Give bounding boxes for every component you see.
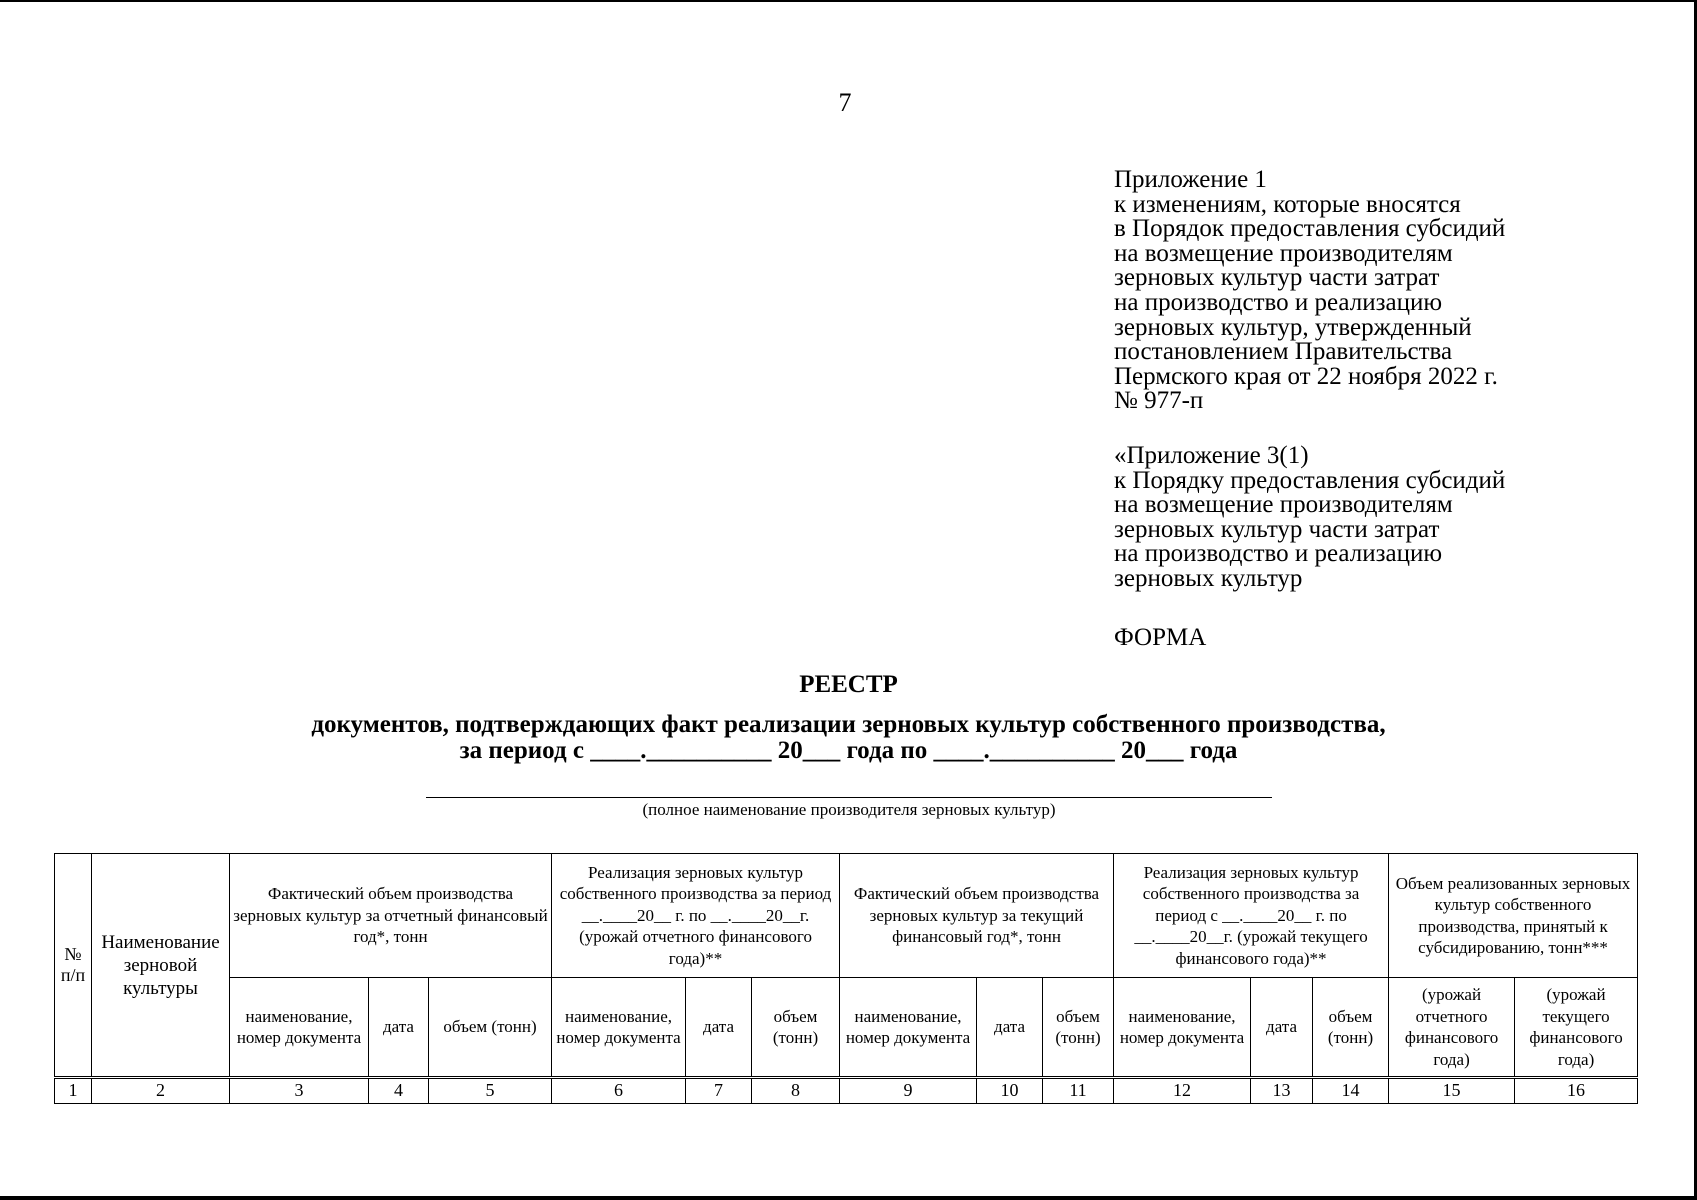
appendix-1-line: Приложение 1 xyxy=(1114,166,1267,193)
page-number: 7 xyxy=(838,88,852,117)
document-subtitle xyxy=(0,712,1697,764)
subheader-cell: объем (тонн) xyxy=(429,978,552,1078)
forma-label: ФОРМА xyxy=(1114,624,1207,651)
subheader-cell: дата xyxy=(977,978,1043,1078)
appendix-1-line: зерновых культур части затрат xyxy=(1114,264,1440,292)
producer-name-blank-line xyxy=(426,797,1272,798)
column-number-cell: 3 xyxy=(230,1078,369,1104)
header-row-number: № п/п xyxy=(55,854,92,1078)
subheader-cell: объем (тонн) xyxy=(1313,978,1389,1078)
header-group-accepted-volume: Объем реализованных зерновых культур собственного производства, принятый к субсидированию, тонн*** xyxy=(1389,854,1638,978)
appendix-1-line: к изменениям, которые вносятся xyxy=(1114,190,1461,218)
header-group-production-current-year: Фактический объем производства зерновых культур за текущий финансовый год*, тонн xyxy=(840,854,1114,978)
appendix-2-line: «Приложение 3(1) xyxy=(1114,442,1309,469)
subheader-cell: наименование, номер документа xyxy=(230,978,369,1078)
column-number-cell: 15 xyxy=(1389,1078,1515,1104)
column-number-cell: 1 xyxy=(55,1078,92,1104)
subheader-cell: дата xyxy=(1251,978,1313,1078)
appendix-1-block xyxy=(1114,168,1505,414)
column-number-cell: 5 xyxy=(429,1078,552,1104)
column-number-cell: 7 xyxy=(686,1078,752,1104)
subheader-cell: объем (тонн) xyxy=(1043,978,1114,1078)
appendix-1-line: на производство и реализацию xyxy=(1114,288,1443,316)
subheader-cell: наименование, номер документа xyxy=(1114,978,1251,1078)
subheader-cell: дата xyxy=(369,978,429,1078)
appendix-1-line: в Порядок предоставления субсидий xyxy=(1114,215,1506,243)
column-number-cell: 10 xyxy=(977,1078,1043,1104)
header-group-sales-current-year: Реализация зерновых культур собственного производства за период с __.____20__ г. по __.____20__г. (урожай текущего финансового года)** xyxy=(1114,854,1389,978)
column-number-cell: 13 xyxy=(1251,1078,1313,1104)
column-number-cell: 11 xyxy=(1043,1078,1114,1104)
header-group-production-reporting-year: Фактический объем производства зерновых культур за отчетный финансовый год*, тонн xyxy=(230,854,552,978)
column-number-cell: 4 xyxy=(369,1078,429,1104)
scan-edge-bottom xyxy=(0,1196,1697,1200)
appendix-2-line: к Порядку предоставления субсидий xyxy=(1114,466,1506,494)
subheader-cell: наименование, номер документа xyxy=(840,978,977,1078)
column-number-cell: 12 xyxy=(1114,1078,1251,1104)
table-header-row xyxy=(55,854,1638,978)
appendix-1-line: постановлением Правительства xyxy=(1114,338,1453,366)
column-number-cell: 2 xyxy=(92,1078,230,1104)
appendix-2-line: на возмещение производителям xyxy=(1114,491,1453,519)
document-title: РЕЕСТР xyxy=(799,671,898,698)
appendix-1-line: на возмещение производителям xyxy=(1114,239,1453,267)
subheader-cell: (урожай отчетного финансового года) xyxy=(1389,978,1515,1078)
appendix-2-line: зерновых культур xyxy=(1114,564,1303,592)
scan-edge-top xyxy=(0,0,1697,2)
subtitle-line-1: документов, подтверждающих факт реализации зерновых культур собственного производства, xyxy=(311,711,1386,738)
subheader-cell: наименование, номер документа xyxy=(552,978,686,1078)
subheader-cell: объем (тонн) xyxy=(752,978,840,1078)
column-number-cell: 9 xyxy=(840,1078,977,1104)
subtitle-period-line: за период с ____.__________ 20___ года по ____.__________ 20___ года xyxy=(459,737,1238,764)
subheader-cell: дата xyxy=(686,978,752,1078)
column-number-cell: 16 xyxy=(1515,1078,1638,1104)
header-crop-name: Наименование зерновой культуры xyxy=(92,854,230,1078)
header-group-sales-reporting-year: Реализация зерновых культур собственного производства за период __.____20__ г. по __.____20__г. (урожай отчетного финансового года)** xyxy=(552,854,840,978)
appendix-2-block xyxy=(1114,444,1505,592)
column-number-cell: 14 xyxy=(1313,1078,1389,1104)
table-subheader-row xyxy=(55,978,1638,1078)
subheader-cell: (урожай текущего финансового года) xyxy=(1515,978,1638,1078)
producer-name-caption: (полное наименование производителя зерновых культур) xyxy=(642,800,1056,819)
column-number-cell: 6 xyxy=(552,1078,686,1104)
appendix-1-line: № 977-п xyxy=(1114,387,1204,415)
appendix-1-line: зерновых культур, утвержденный xyxy=(1114,313,1472,341)
appendix-2-line: на производство и реализацию xyxy=(1114,540,1443,568)
column-number-cell: 8 xyxy=(752,1078,840,1104)
appendix-1-line: Пермского края от 22 ноября 2022 г. xyxy=(1114,362,1498,390)
registry-table xyxy=(54,853,1638,1104)
column-number-row xyxy=(55,1078,1638,1104)
appendix-2-line: зерновых культур части затрат xyxy=(1114,515,1440,543)
